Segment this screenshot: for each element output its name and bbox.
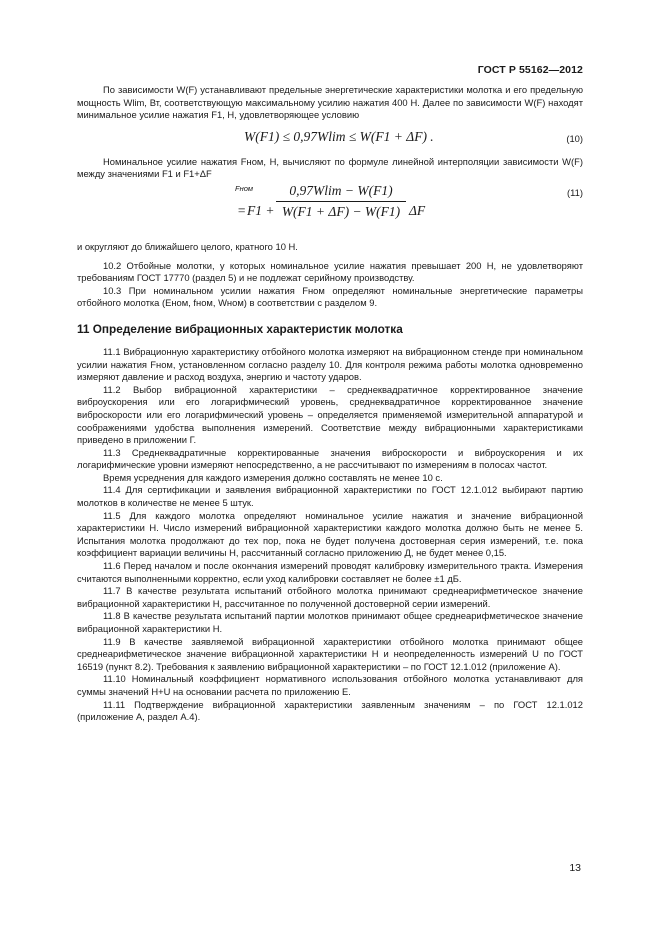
paragraph-intro: По зависимости W(F) устанавливают предельные энергетические характеристики молотка и его предельную мощность Wlim, Вт, соответствующую максимальному усилию нажатия 400 Н. Далее по зависимости W(F) находят минимальное усилие нажатия F1, Н, удовлетворяющее условию	[77, 84, 583, 121]
equation-11-term1: F1 +	[247, 202, 275, 218]
paragraph-averaging-time: Время усреднения для каждого измерения должно составлять не менее 10 с.	[103, 471, 443, 483]
equation-11-trailing: ΔF	[409, 202, 426, 218]
equation-11-fraction	[276, 183, 406, 220]
equation-11-denominator: W(F1 + ΔF) − W(F1)	[281, 203, 401, 219]
equation-10-expression: W(F1) ≤ 0,97Wlim ≤ W(F1 + ΔF) .	[244, 128, 434, 144]
equation-11-lhs: Fном	[235, 183, 254, 193]
equation-10	[77, 122, 583, 156]
paragraph-10-3: 10.3 При номинальном усилии нажатия Fном определяют номинальные энергетические параметры отбойного молотка (Eном, fном, Wном) в соответствии с разделом 9.	[77, 284, 583, 309]
paragraph-11-10: 11.10 Номинальный коэффициент нормативного использования отбойного молотка устанавливают для суммы значений H+U на основании расчета по приложению Е.	[77, 673, 583, 697]
document-code: ГОСТ Р 55162—2012	[477, 64, 583, 76]
paragraph-11-4: 11.4 Для сертификации и заявления вибрационной характеристики по ГОСТ 12.1.012 выбирают партию молотков в количестве не менее 5 штук.	[77, 484, 583, 509]
paragraph-11-9: 11.9 В качестве заявляемой вибрационной характеристики отбойного молотка принимают общее среднеарифметическое значение вибрационной характеристики H и неопределенность измерений U по ГОСТ 16519 (пункт 8.2). Требования к заявлению вибрационной характеристики – по ГОСТ 12.1.012 (приложение А).	[77, 635, 583, 672]
page-content	[77, 84, 583, 724]
page-number: 13	[569, 862, 581, 874]
equation-11-number: (11)	[567, 186, 583, 198]
paragraph-11-3: 11.3 Среднеквадратичные корректированные значения виброскорости и виброускорения и их логарифмические уровни измеряют непосредственно, а не рассчитывают по измерениям в полосах частот.	[77, 446, 583, 471]
paragraph-10-2: 10.2 Отбойные молотки, у которых номинальное усилие нажатия превышает 200 Н, не удовлетворяют требованиям ГОСТ 17770 (раздел 5) и не подлежат серийному производству.	[77, 259, 583, 284]
paragraph-nominal-force: Номинальное усилие нажатия Fном, Н, вычисляют по формуле линейной интерполяции зависимости W(F) между значениями F1 и F1+ΔF	[77, 155, 583, 180]
equation-11	[77, 181, 583, 241]
paragraph-11-11: 11.11 Подтверждение вибрационной характеристики заявленным значениям – по ГОСТ 12.1.012 (приложение А, раздел А.4).	[77, 698, 583, 723]
equation-11-numerator: 0,97Wlim − W(F1)	[276, 183, 406, 202]
paragraph-11-5: 11.5 Для каждого молотка определяют номинальное усилие нажатия и значение вибрационной характеристики H. Число измерений вибрационной характеристики каждого молотка должно быть не менее 5. Испытания молотка продолжают до тех пор, пока не будет получена достоверная серия измерений, т.е. пока коэффициент вариации величины H, рассчитанный согласно приложению Д, не будет менее 0,15.	[77, 509, 583, 559]
equation-10-number: (10)	[566, 132, 583, 144]
paragraph-rounding: и округляют до ближайшего целого, кратного 10 Н.	[77, 240, 298, 252]
paragraph-11-2: 11.2 Выбор вибрационной характеристики – среднеквадратичное корректированное значение виброускорения или его логарифмический уровень, среднеквадратичное корректированное значение виброскорости или его логарифмический уровень – определяется применяемой измерительной аппаратурой и соображениями удобства выполнения измерений. Соответствие между вибрационными характеристиками приведено в приложении Г.	[77, 383, 583, 446]
paragraph-11-1: 11.1 Вибрационную характеристику отбойного молотка измеряют на вибрационном стенде при номинальном усилии нажатия Fном, установленном согласно разделу 10. Для контроля режима работы молотка одновременно измеряют давление и расход воздуха, энергию и частоту ударов.	[77, 345, 583, 383]
paragraph-11-8: 11.8 В качестве результата испытаний партии молотков принимают общее среднеарифметическое значение вибрационной характеристики H.	[77, 610, 583, 634]
paragraph-11-6: 11.6 Перед началом и после окончания измерений проводят калибровку измерительного тракта. Измерения считаются выполненными корректно, если уход калибровки составляет не более ±1 дБ.	[77, 560, 583, 584]
paragraph-11-7: 11.7 В качестве результата испытаний отбойного молотка принимают среднеарифметическое значение вибрационной характеристики H, рассчитанное по полученной достоверной серии измерений.	[77, 585, 583, 609]
section-11-title: 11 Определение вибрационных характеристик молотка	[77, 321, 403, 336]
equation-11-equals: =	[237, 202, 247, 218]
